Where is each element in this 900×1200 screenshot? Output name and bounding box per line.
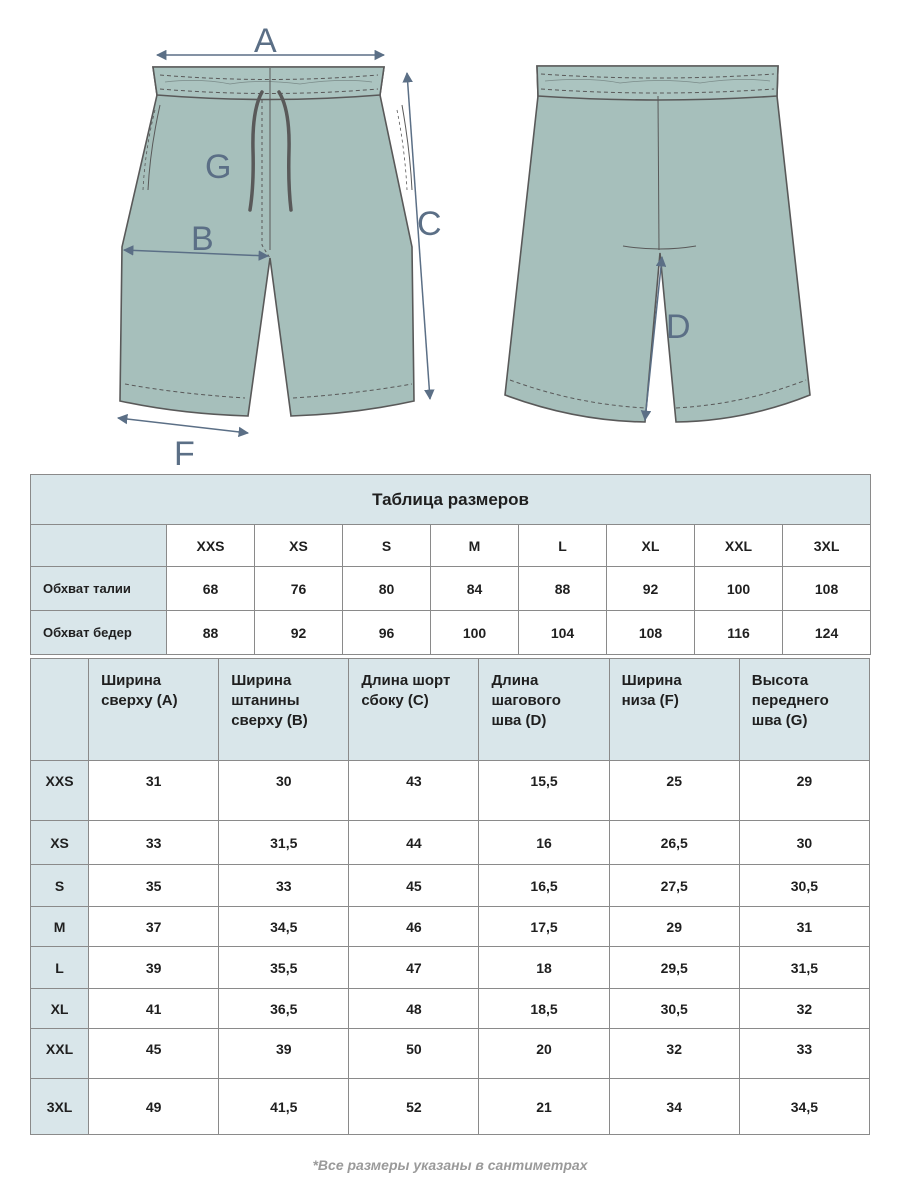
waist-value: 76 — [255, 567, 343, 611]
measure-value: 34,5 — [219, 907, 349, 947]
label-f: F — [174, 435, 195, 470]
size-header-row — [31, 525, 871, 567]
size-header: S — [343, 525, 431, 567]
hip-value: 96 — [343, 611, 431, 655]
measure-value: 16 — [479, 821, 609, 865]
header-line: сверху (B) — [231, 712, 308, 729]
front-waistband — [153, 67, 384, 100]
waist-row — [31, 567, 871, 611]
label-d: D — [666, 308, 691, 346]
measure-value: 37 — [89, 907, 219, 947]
measure-row — [31, 761, 870, 821]
label-a: A — [254, 22, 277, 60]
row-size-label: XXL — [31, 1029, 89, 1079]
measure-row — [31, 1029, 870, 1079]
header-line: сверху (A) — [101, 692, 178, 709]
measure-value: 31 — [89, 761, 219, 821]
measure-value: 34,5 — [739, 1079, 869, 1135]
header-line: Ширина — [101, 672, 162, 689]
hip-value: 124 — [783, 611, 871, 655]
header-line: Длина шорт — [361, 672, 451, 689]
label-c: C — [417, 205, 442, 243]
measure-value: 45 — [89, 1029, 219, 1079]
waist-value: 84 — [431, 567, 519, 611]
row-size-label: L — [31, 947, 89, 989]
measure-row — [31, 989, 870, 1029]
hip-value: 88 — [167, 611, 255, 655]
front-view — [118, 22, 442, 470]
waist-value: 80 — [343, 567, 431, 611]
header-hem-width — [609, 659, 739, 761]
waist-value: 88 — [519, 567, 607, 611]
measure-value: 30 — [219, 761, 349, 821]
measure-value: 29,5 — [609, 947, 739, 989]
measure-value: 15,5 — [479, 761, 609, 821]
header-line: штанины — [231, 692, 300, 709]
row-label-waist: Обхват талии — [31, 567, 167, 611]
size-table-title: Таблица размеров — [31, 475, 871, 525]
shorts-diagram — [0, 0, 900, 470]
waist-value: 68 — [167, 567, 255, 611]
size-table — [30, 474, 871, 655]
size-header: 3XL — [783, 525, 871, 567]
back-waistband — [537, 66, 778, 100]
header-line: шва (G) — [751, 712, 808, 729]
measure-value: 39 — [219, 1029, 349, 1079]
size-table-corner — [31, 525, 167, 567]
measure-value: 32 — [739, 989, 869, 1029]
measurement-rows — [31, 761, 870, 1135]
measure-value: 29 — [609, 907, 739, 947]
size-header: XL — [607, 525, 695, 567]
measure-value: 43 — [349, 761, 479, 821]
measure-value: 20 — [479, 1029, 609, 1079]
hip-value: 100 — [431, 611, 519, 655]
front-shorts-body — [120, 67, 414, 416]
row-size-label: XL — [31, 989, 89, 1029]
label-b: B — [191, 220, 214, 258]
measure-value: 35 — [89, 865, 219, 907]
measure-value: 25 — [609, 761, 739, 821]
measure-value: 26,5 — [609, 821, 739, 865]
measure-value: 44 — [349, 821, 479, 865]
row-label-hip: Обхват бедер — [31, 611, 167, 655]
measure-value: 49 — [89, 1079, 219, 1135]
measure-row — [31, 821, 870, 865]
header-front-rise — [739, 659, 869, 761]
measure-row — [31, 907, 870, 947]
measure-value: 31,5 — [219, 821, 349, 865]
measure-row — [31, 947, 870, 989]
measure-value: 41,5 — [219, 1079, 349, 1135]
measure-value: 31 — [739, 907, 869, 947]
measure-value: 34 — [609, 1079, 739, 1135]
size-header: XXS — [167, 525, 255, 567]
header-line: Высота — [751, 672, 809, 689]
measure-value: 33 — [219, 865, 349, 907]
row-size-label: S — [31, 865, 89, 907]
size-header: M — [431, 525, 519, 567]
measure-value: 47 — [349, 947, 479, 989]
header-line: сбоку (C) — [361, 692, 429, 709]
measure-value: 21 — [479, 1079, 609, 1135]
measure-value: 36,5 — [219, 989, 349, 1029]
measure-value: 50 — [349, 1029, 479, 1079]
dim-line-f — [118, 418, 248, 433]
size-header: XS — [255, 525, 343, 567]
footnote: *Все размеры указаны в сантиметрах — [312, 1157, 588, 1173]
hip-value: 104 — [519, 611, 607, 655]
header-line: шва (D) — [491, 712, 547, 729]
waist-value: 92 — [607, 567, 695, 611]
back-shorts-body — [505, 66, 810, 422]
measure-value: 18 — [479, 947, 609, 989]
measure-value: 32 — [609, 1029, 739, 1079]
measure-value: 52 — [349, 1079, 479, 1135]
hip-value: 108 — [607, 611, 695, 655]
measure-value: 33 — [739, 1029, 869, 1079]
row-size-label: XS — [31, 821, 89, 865]
header-inseam — [479, 659, 609, 761]
measure-value: 48 — [349, 989, 479, 1029]
size-header: L — [519, 525, 607, 567]
row-size-label: XXS — [31, 761, 89, 821]
measure-value: 30,5 — [739, 865, 869, 907]
measure-value: 30 — [739, 821, 869, 865]
measure-value: 17,5 — [479, 907, 609, 947]
hip-value: 116 — [695, 611, 783, 655]
measurement-table — [30, 658, 870, 1135]
waist-value: 100 — [695, 567, 783, 611]
measure-value: 45 — [349, 865, 479, 907]
header-line: Ширина — [621, 672, 682, 689]
measure-value: 18,5 — [479, 989, 609, 1029]
measure-table-corner — [31, 659, 89, 761]
header-line: шагового — [491, 692, 561, 709]
header-line: низа (F) — [621, 692, 679, 709]
measure-value: 29 — [739, 761, 869, 821]
measure-value: 33 — [89, 821, 219, 865]
header-line: переднего — [751, 692, 829, 709]
hip-value: 92 — [255, 611, 343, 655]
measure-value: 35,5 — [219, 947, 349, 989]
row-size-label: M — [31, 907, 89, 947]
row-size-label: 3XL — [31, 1079, 89, 1135]
measure-row — [31, 865, 870, 907]
measure-value: 31,5 — [739, 947, 869, 989]
measure-value: 27,5 — [609, 865, 739, 907]
header-leg-width — [219, 659, 349, 761]
measure-value: 30,5 — [609, 989, 739, 1029]
header-line: Длина — [491, 672, 539, 689]
header-side-length — [349, 659, 479, 761]
measure-value: 16,5 — [479, 865, 609, 907]
measure-header-row — [31, 659, 870, 761]
measure-value: 41 — [89, 989, 219, 1029]
measure-row — [31, 1079, 870, 1135]
back-view — [505, 66, 810, 422]
size-header: XXL — [695, 525, 783, 567]
header-width-top — [89, 659, 219, 761]
header-line: Ширина — [231, 672, 292, 689]
label-g: G — [205, 148, 232, 186]
waist-value: 108 — [783, 567, 871, 611]
hip-row — [31, 611, 871, 655]
measure-value: 39 — [89, 947, 219, 989]
measure-value: 46 — [349, 907, 479, 947]
